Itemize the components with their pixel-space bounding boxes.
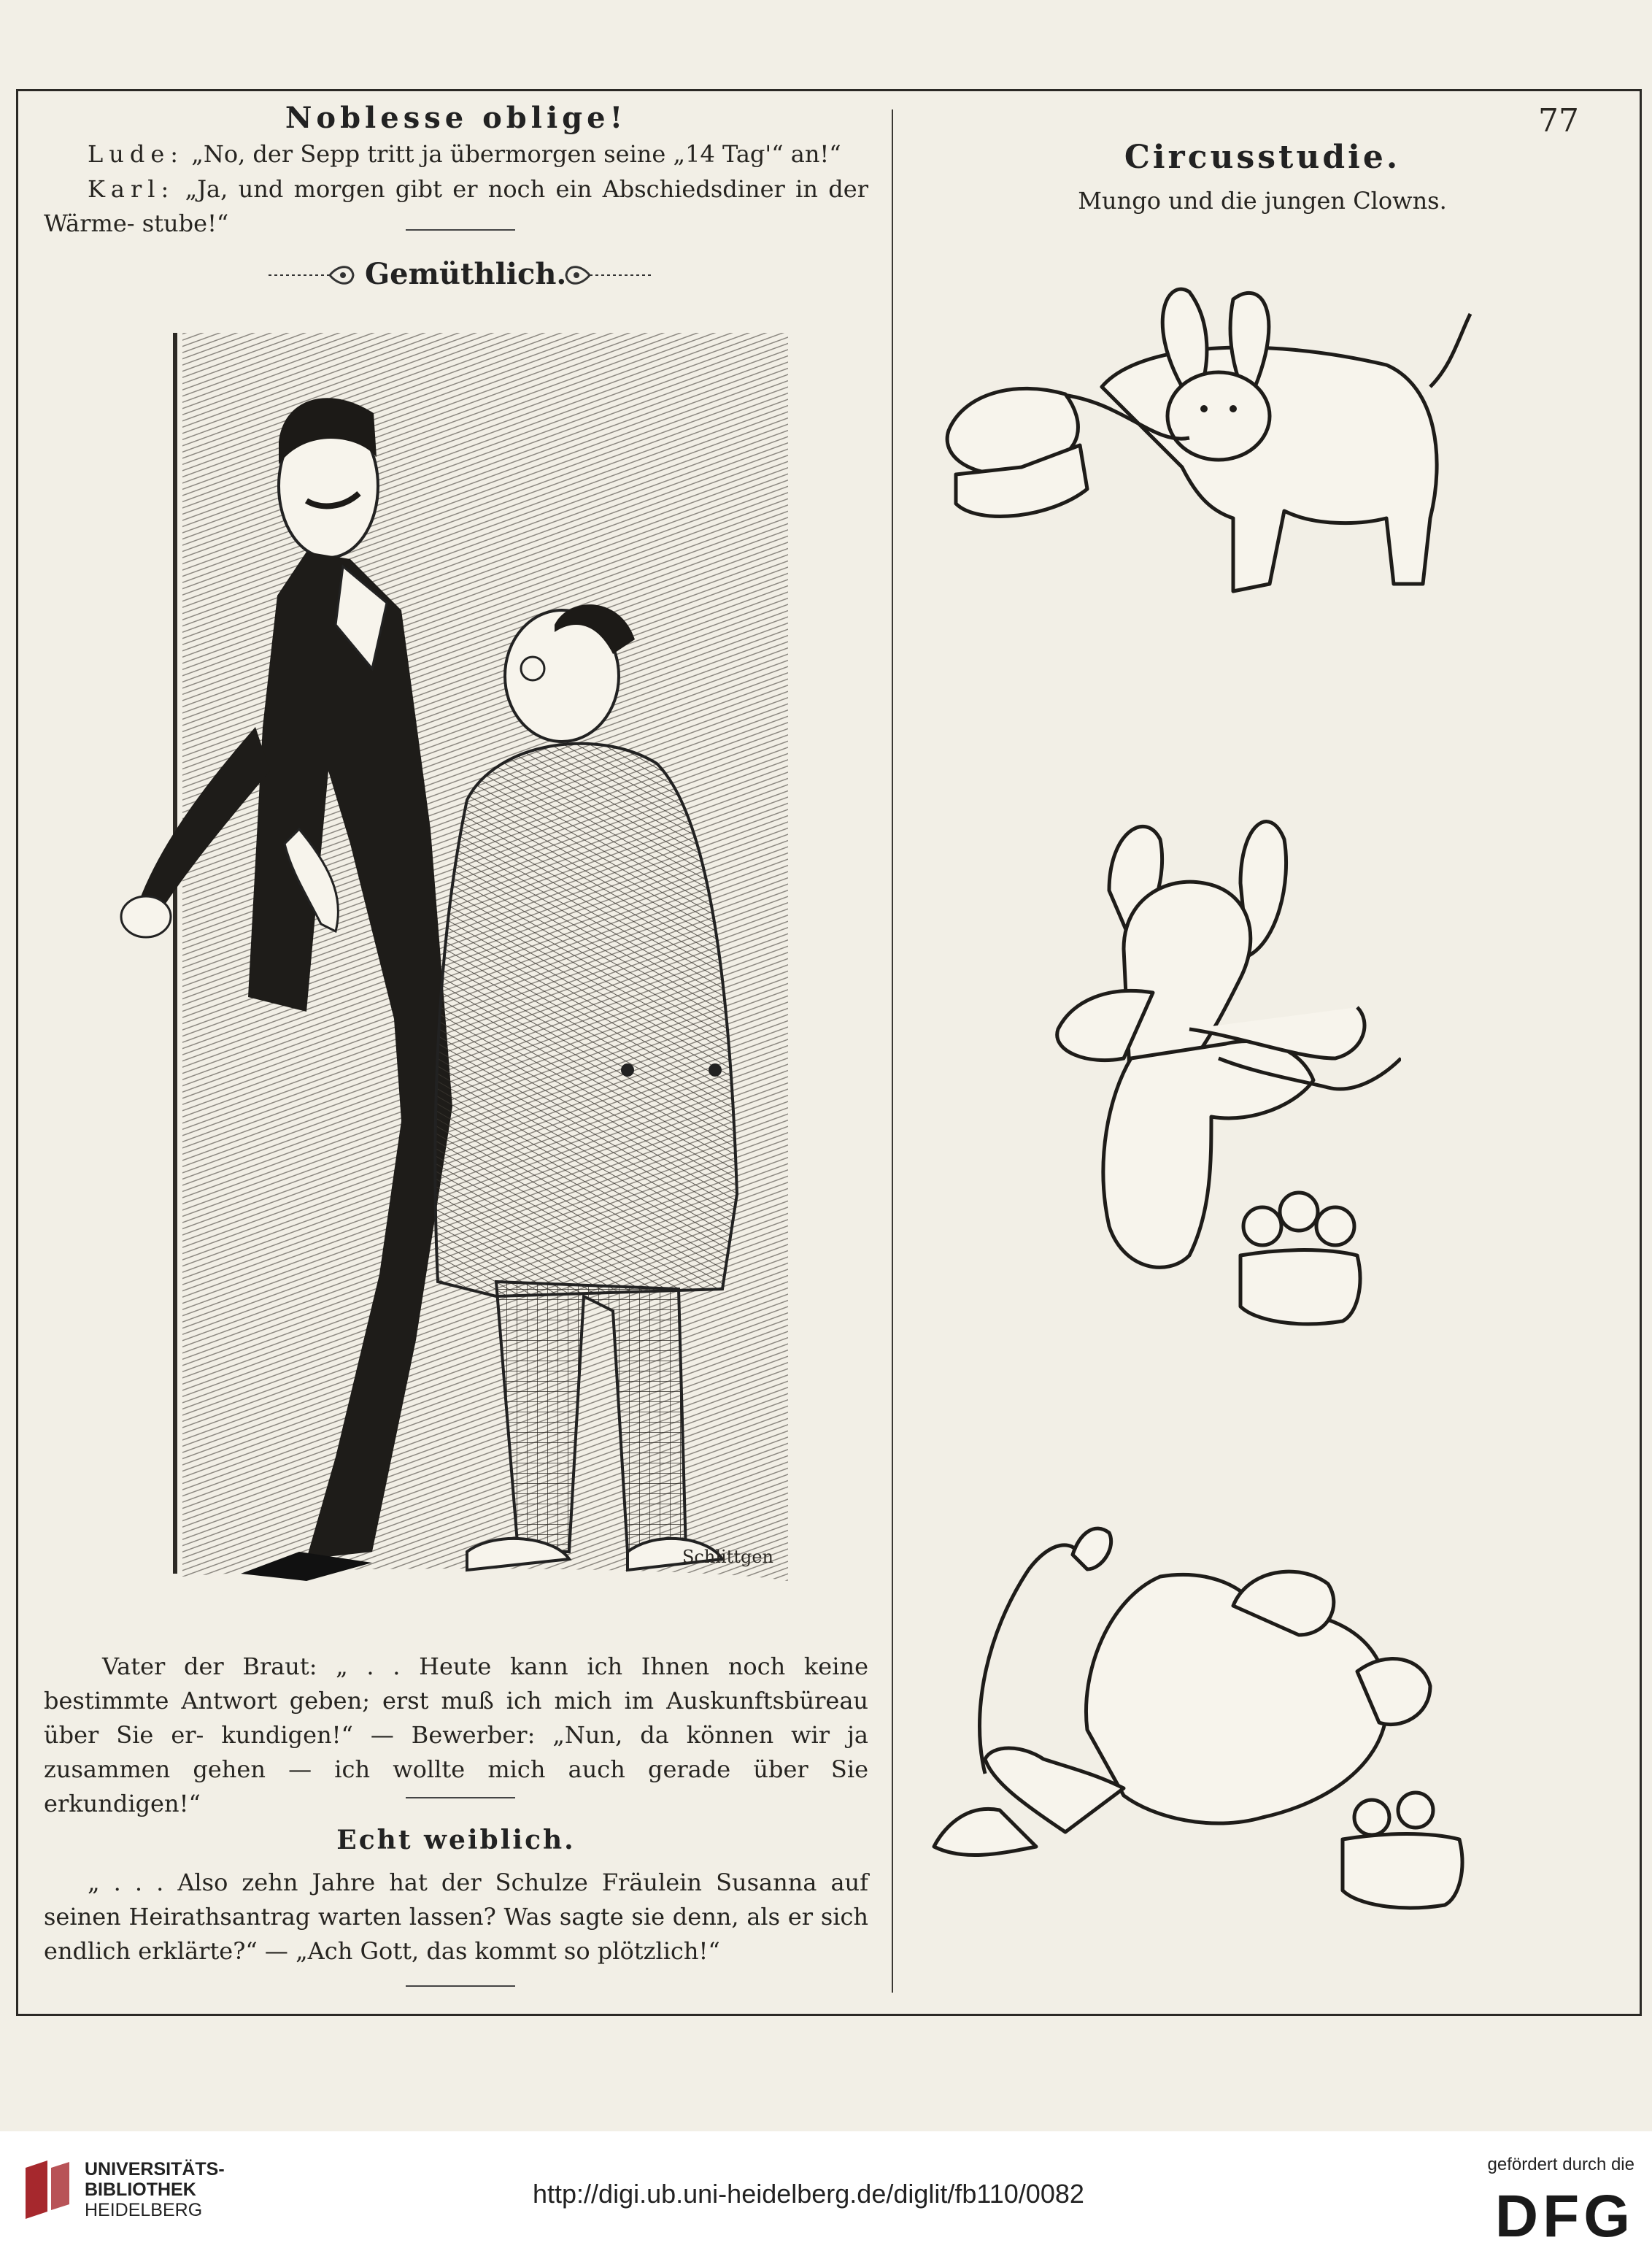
artist-signature: Schlittgen bbox=[682, 1547, 773, 1567]
speaker-lude: Lude: bbox=[88, 140, 185, 168]
separator-1 bbox=[406, 229, 515, 231]
page-number: 77 bbox=[1538, 102, 1579, 139]
funding-caption: gefördert durch die bbox=[1487, 2155, 1634, 2174]
circus-subtitle: Mungo und die jungen Clowns. bbox=[1078, 187, 1447, 215]
separator-2 bbox=[406, 1797, 515, 1798]
noblesse-line1 bbox=[44, 137, 868, 172]
library-name bbox=[85, 2159, 225, 2220]
library-name-line2: BIBLIOTHEK bbox=[85, 2179, 196, 2200]
gemuethlich-title: Gemüthlich. bbox=[365, 257, 567, 291]
ornament-left-icon bbox=[263, 257, 365, 293]
echt-title: Echt weiblich. bbox=[336, 1825, 576, 1855]
column-divider bbox=[892, 109, 893, 1993]
speaker-karl: Karl: bbox=[88, 175, 175, 203]
dfg-logo: DFG bbox=[1494, 2183, 1634, 2250]
echt-text: „ . . . Also zehn Jahre hat der Schulze Fräulein Susanna auf seinen Heirathsantrag warten lassen? Was sagte sie denn, als er sich endlich erklärte?“ — „Ach Gott, das kommt so plötzlich!“ bbox=[44, 1869, 868, 1965]
circus-title: Circusstudie. bbox=[1124, 139, 1401, 176]
illustration-elephant-basket bbox=[919, 277, 1474, 635]
noblesse-title: Noblesse oblige! bbox=[285, 101, 628, 135]
illustration-elephant-dancing bbox=[1022, 817, 1401, 1328]
noblesse-line2-text: „Ja, und morgen gibt er noch ein Abschiedsdiner in der Wärme- stube!“ bbox=[44, 175, 869, 237]
library-name-line3: HEIDELBERG bbox=[85, 2200, 203, 2220]
ornament-right-icon bbox=[555, 257, 657, 293]
permalink-url[interactable]: http://digi.ub.uni-heidelberg.de/diglit/fb110/0082 bbox=[533, 2179, 1084, 2209]
university-library-logo-icon bbox=[22, 2160, 73, 2219]
library-name-line1: UNIVERSITÄTS- bbox=[85, 2159, 225, 2179]
separator-3 bbox=[406, 1985, 515, 1987]
illustration-elephant-lying bbox=[919, 1525, 1474, 1949]
illustration-suitor-and-father bbox=[88, 318, 795, 1610]
gemuethlich-caption: Vater der Braut: „ . . Heute kann ich Ihnen noch keine bestimmte Antwort geben; erst muß ich mich im Auskunftsbüreau über Sie er- kundigen!“ — Bewerber: „Nun, da können wir ja zusammen gehen — ich wollte mich auch gerade über Sie erkundigen!“ bbox=[44, 1652, 868, 1817]
gemuethlich-heading bbox=[263, 257, 657, 293]
noblesse-line1-text: „No, der Sepp tritt ja übermorgen seine „14 Tag'“ an!“ bbox=[191, 140, 841, 168]
